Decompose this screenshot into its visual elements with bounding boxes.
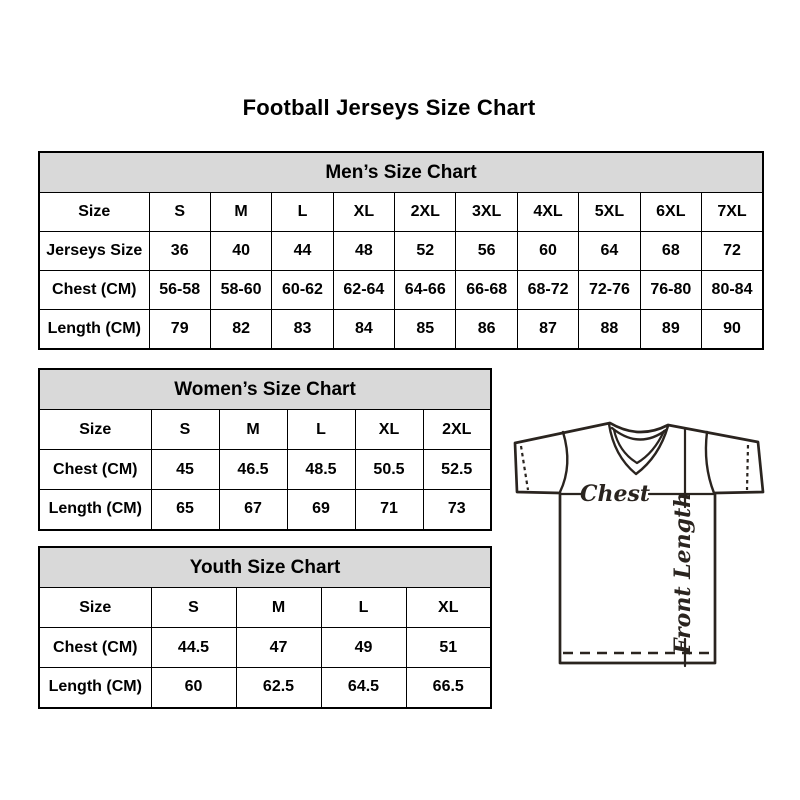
mens-row-jerseys-size [39, 232, 763, 271]
size-value-cell: 45 [151, 450, 219, 490]
size-value-cell: 60 [517, 232, 578, 271]
size-value-cell: 60-62 [272, 271, 333, 310]
size-value-cell: 76-80 [640, 271, 701, 310]
size-value-cell: XL [406, 588, 491, 628]
size-value-cell: 82 [210, 310, 271, 349]
size-value-cell: XL [355, 410, 423, 450]
size-value-cell: 48.5 [287, 450, 355, 490]
size-value-cell: 73 [423, 490, 491, 530]
size-value-cell: 69 [287, 490, 355, 530]
row-label: Length (CM) [39, 490, 151, 530]
size-value-cell: 44.5 [151, 628, 236, 668]
size-value-cell: 88 [579, 310, 640, 349]
size-value-cell: L [272, 193, 333, 232]
chest-label: Chest [579, 481, 651, 507]
womens-row-length-cm [39, 490, 491, 530]
size-value-cell: 50.5 [355, 450, 423, 490]
size-value-cell: 49 [321, 628, 406, 668]
size-value-cell: 7XL [702, 193, 763, 232]
size-value-cell: 62.5 [236, 668, 321, 708]
row-label: Chest (CM) [39, 628, 151, 668]
size-value-cell: 84 [333, 310, 394, 349]
size-value-cell: 72-76 [579, 271, 640, 310]
size-value-cell: 71 [355, 490, 423, 530]
left-cuff-dotted-line-icon [521, 446, 528, 490]
mens-header-row [39, 152, 763, 193]
row-label: Chest (CM) [39, 450, 151, 490]
womens-size-table [38, 368, 492, 531]
row-label: Length (CM) [39, 668, 151, 708]
size-value-cell: 56-58 [149, 271, 210, 310]
size-value-cell: 79 [149, 310, 210, 349]
size-value-cell: 40 [210, 232, 271, 271]
size-value-cell: 87 [517, 310, 578, 349]
front-length-label: Front Length [670, 491, 696, 655]
size-value-cell: 4XL [517, 193, 578, 232]
size-value-cell: 89 [640, 310, 701, 349]
size-value-cell: 46.5 [219, 450, 287, 490]
size-value-cell: 2XL [395, 193, 456, 232]
mens-table-title: Men’s Size Chart [39, 152, 763, 193]
size-value-cell: 85 [395, 310, 456, 349]
size-value-cell: 58-60 [210, 271, 271, 310]
size-value-cell: L [287, 410, 355, 450]
jersey-outline-icon [515, 423, 763, 663]
size-value-cell: 66-68 [456, 271, 517, 310]
size-value-cell: 5XL [579, 193, 640, 232]
youth-size-table [38, 546, 492, 709]
size-value-cell: 52.5 [423, 450, 491, 490]
size-value-cell: 64-66 [395, 271, 456, 310]
mens-row-sizes [39, 193, 763, 232]
youth-header-row [39, 547, 491, 588]
right-armhole-seam-icon [706, 432, 714, 493]
mens-row-length-cm [39, 310, 763, 349]
jersey-measurement-diagram [505, 403, 800, 703]
size-value-cell: 65 [151, 490, 219, 530]
row-label: Size [39, 193, 149, 232]
size-value-cell: L [321, 588, 406, 628]
row-label: Size [39, 588, 151, 628]
womens-row-chest-cm [39, 450, 491, 490]
youth-row-sizes [39, 588, 491, 628]
size-value-cell: 64 [579, 232, 640, 271]
row-label: Length (CM) [39, 310, 149, 349]
mens-row-chest-cm [39, 271, 763, 310]
left-armhole-seam-icon [560, 432, 567, 492]
size-value-cell: 68 [640, 232, 701, 271]
size-value-cell: S [149, 193, 210, 232]
size-value-cell: M [210, 193, 271, 232]
size-value-cell: 68-72 [517, 271, 578, 310]
size-value-cell: 36 [149, 232, 210, 271]
size-value-cell: 47 [236, 628, 321, 668]
right-cuff-dotted-line-icon [747, 445, 748, 490]
size-value-cell: 80-84 [702, 271, 763, 310]
size-value-cell: M [219, 410, 287, 450]
size-value-cell: 51 [406, 628, 491, 668]
mens-size-table [38, 151, 764, 350]
womens-row-sizes [39, 410, 491, 450]
size-value-cell: S [151, 588, 236, 628]
size-value-cell: 2XL [423, 410, 491, 450]
page-title: Football Jerseys Size Chart [242, 95, 536, 120]
size-value-cell: 48 [333, 232, 394, 271]
size-value-cell: 67 [219, 490, 287, 530]
size-value-cell: 56 [456, 232, 517, 271]
size-value-cell: 60 [151, 668, 236, 708]
size-value-cell: 64.5 [321, 668, 406, 708]
size-value-cell: 90 [702, 310, 763, 349]
size-value-cell: XL [333, 193, 394, 232]
youth-table-title: Youth Size Chart [39, 547, 491, 588]
size-value-cell: M [236, 588, 321, 628]
row-label: Chest (CM) [39, 271, 149, 310]
youth-row-chest-cm [39, 628, 491, 668]
size-value-cell: 86 [456, 310, 517, 349]
size-value-cell: 52 [395, 232, 456, 271]
size-value-cell: 83 [272, 310, 333, 349]
size-value-cell: 6XL [640, 193, 701, 232]
size-value-cell: 72 [702, 232, 763, 271]
size-value-cell: S [151, 410, 219, 450]
size-value-cell: 66.5 [406, 668, 491, 708]
row-label: Size [39, 410, 151, 450]
youth-row-length-cm [39, 668, 491, 708]
womens-table-title: Women’s Size Chart [39, 369, 491, 410]
size-value-cell: 3XL [456, 193, 517, 232]
womens-header-row [39, 369, 491, 410]
row-label: Jerseys Size [39, 232, 149, 271]
size-value-cell: 62-64 [333, 271, 394, 310]
size-value-cell: 44 [272, 232, 333, 271]
